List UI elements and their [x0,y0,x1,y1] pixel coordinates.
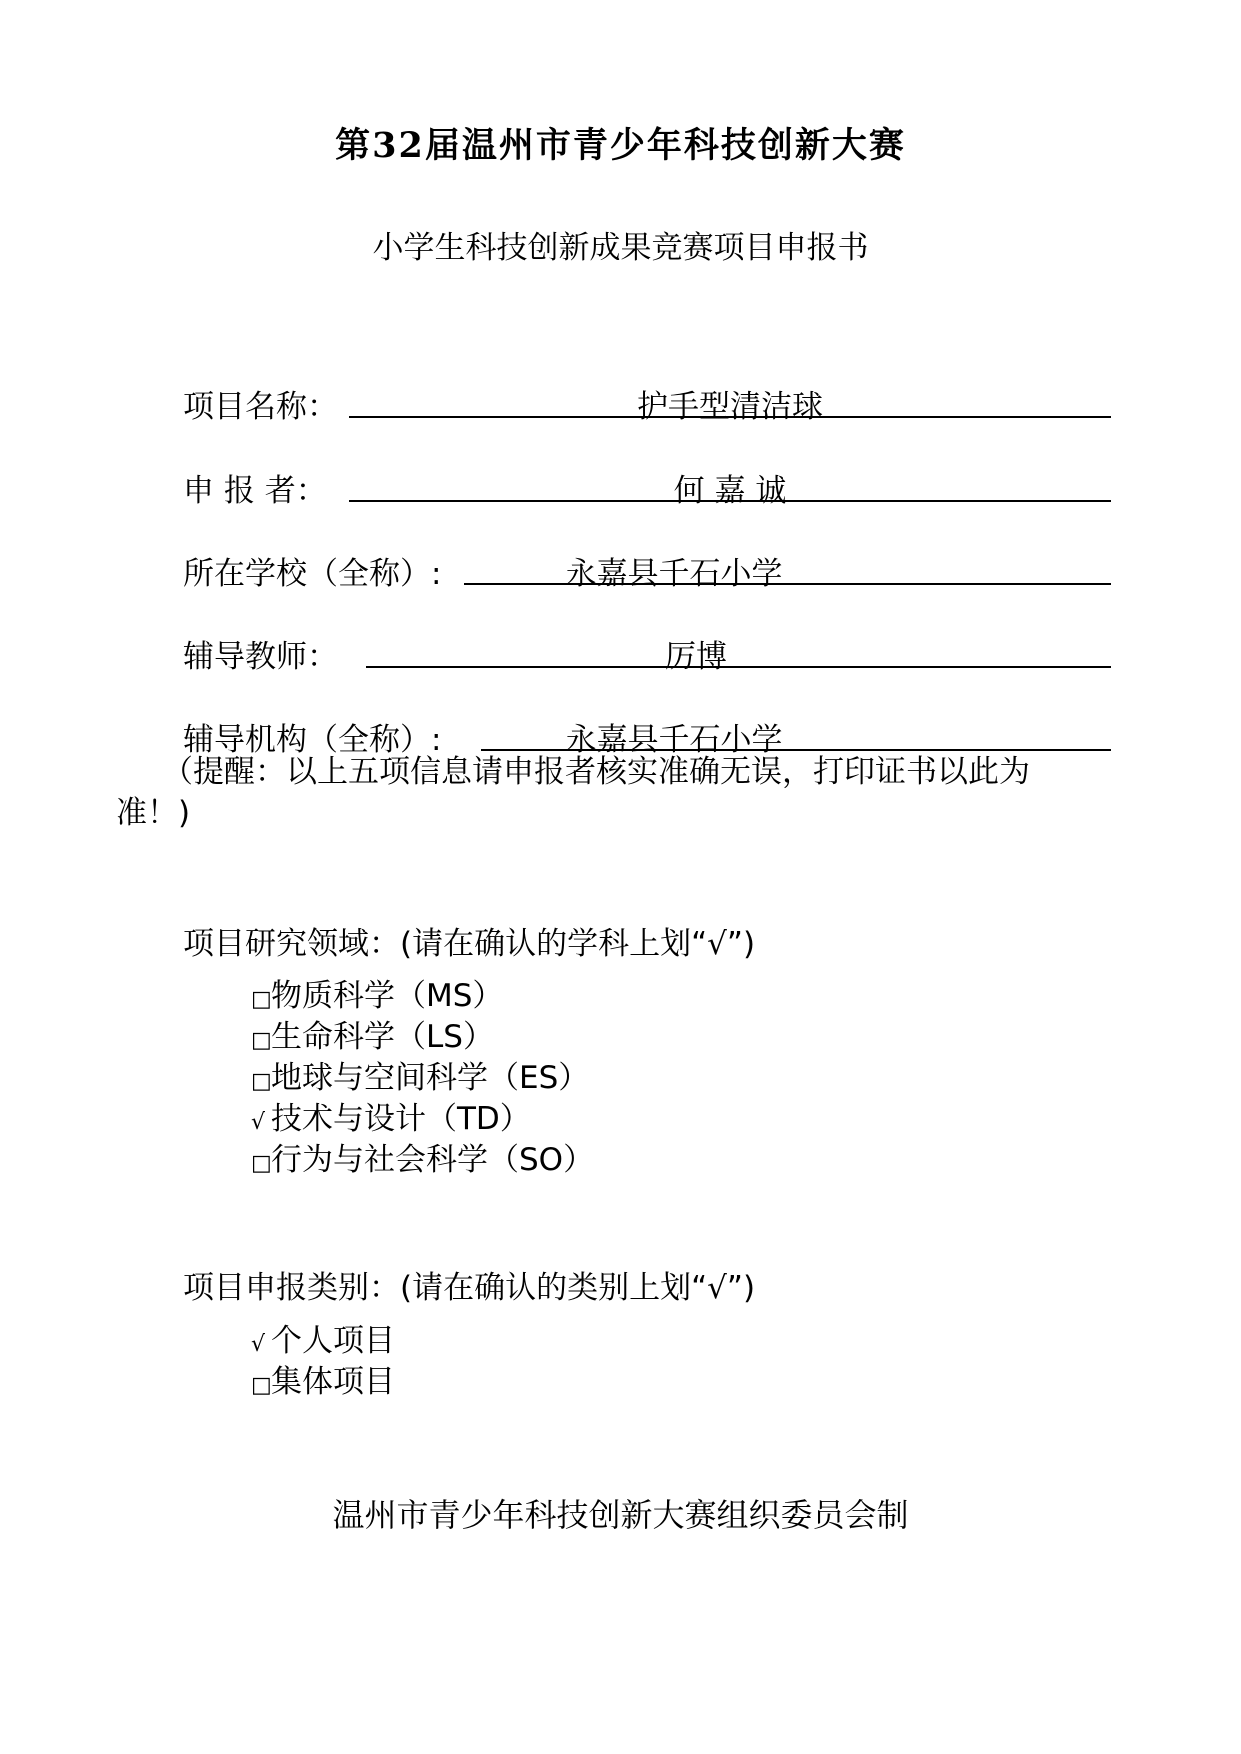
option-label: 地球与空间科学（ES） [271,1060,590,1096]
checkbox-icon[interactable]: □ [251,987,272,1012]
reminder-line-1: （提醒：以上五项信息请申报者核实准确无误，打印证书以此为 [162,754,1030,790]
research-field-heading: 项目研究领域：(请在确认的学科上划“√”) [183,926,756,962]
checkmark-icon[interactable]: √ [251,1110,266,1135]
teacher-label: 辅导教师： [183,639,338,675]
category-option-individual[interactable] [251,1315,395,1360]
research-option-so[interactable] [251,1134,594,1179]
option-label: 技术与设计（TD） [271,1101,531,1137]
checkbox-icon[interactable]: □ [251,1151,272,1176]
research-option-ms[interactable] [251,970,503,1015]
option-label: 物质科学（MS） [271,978,504,1014]
document-title: 第32届温州市青少年科技创新大赛 [335,125,906,166]
category-option-group[interactable] [251,1356,395,1401]
checkbox-icon[interactable]: □ [251,1373,272,1398]
school-label: 所在学校（全称）: [183,556,442,592]
option-label: 生命科学（LS） [271,1019,494,1055]
document-subtitle: 小学生科技创新成果竞赛项目申报书 [372,230,869,266]
reminder-line-2: 准！) [116,795,191,831]
option-label: 集体项目 [271,1364,395,1400]
category-heading: 项目申报类别：(请在确认的类别上划“√”) [183,1270,756,1306]
applicant-value[interactable]: 何 嘉 诚 [673,473,787,509]
research-option-td[interactable] [251,1093,531,1138]
research-option-es[interactable] [251,1052,589,1097]
footer-issuer: 温州市青少年科技创新大赛组织委员会制 [332,1496,909,1534]
checkbox-icon[interactable]: □ [251,1028,272,1053]
project-name-label: 项目名称： [183,389,338,425]
school-value[interactable]: 永嘉县千石小学 [565,556,783,592]
checkbox-icon[interactable]: □ [251,1069,272,1094]
teacher-value[interactable]: 厉博 [665,639,727,675]
applicant-label: 申 报 者： [183,473,327,509]
research-option-ls[interactable] [251,1011,494,1056]
checkmark-icon[interactable]: √ [251,1332,266,1357]
project-name-value[interactable]: 护手型清洁球 [637,389,823,425]
option-label: 行为与社会科学（SO） [271,1142,595,1178]
institution-value[interactable]: 永嘉县千石小学 [565,722,783,758]
institution-label: 辅导机构（全称）: [183,722,442,758]
option-label: 个人项目 [271,1323,395,1359]
